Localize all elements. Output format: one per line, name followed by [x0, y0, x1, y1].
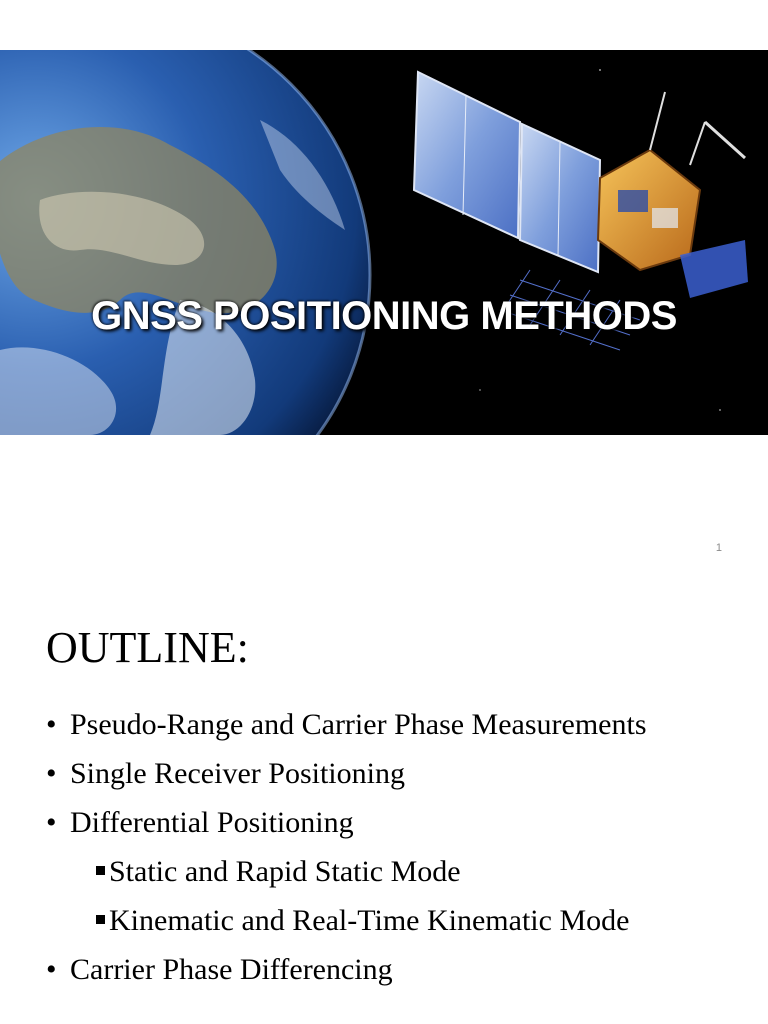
- square-bullet-icon: [96, 866, 105, 875]
- bullet-marker: •: [46, 806, 57, 839]
- earth-satellite-illustration: [0, 50, 768, 435]
- title-banner: [0, 50, 768, 435]
- list-item: • Carrier Phase Differencing: [46, 945, 647, 994]
- outline-heading: OUTLINE:: [46, 623, 249, 672]
- bullet-marker: •: [46, 757, 57, 790]
- sub-list-item: Kinematic and Real-Time Kinematic Mode: [46, 896, 647, 945]
- list-item: • Pseudo-Range and Carrier Phase Measurements: [46, 700, 647, 749]
- outline-list: [46, 700, 647, 994]
- list-item: • Single Receiver Positioning: [46, 749, 647, 798]
- page-number: 1: [715, 542, 722, 554]
- slide-title: GNSS POSITIONING METHODS: [91, 294, 677, 338]
- outline-slide: [0, 576, 768, 1024]
- list-item: • Differential Positioning: [46, 798, 647, 847]
- square-bullet-icon: [96, 915, 105, 924]
- bullet-marker: •: [46, 708, 57, 741]
- sub-list-item: Static and Rapid Static Mode: [46, 847, 647, 896]
- bullet-marker: •: [46, 953, 57, 986]
